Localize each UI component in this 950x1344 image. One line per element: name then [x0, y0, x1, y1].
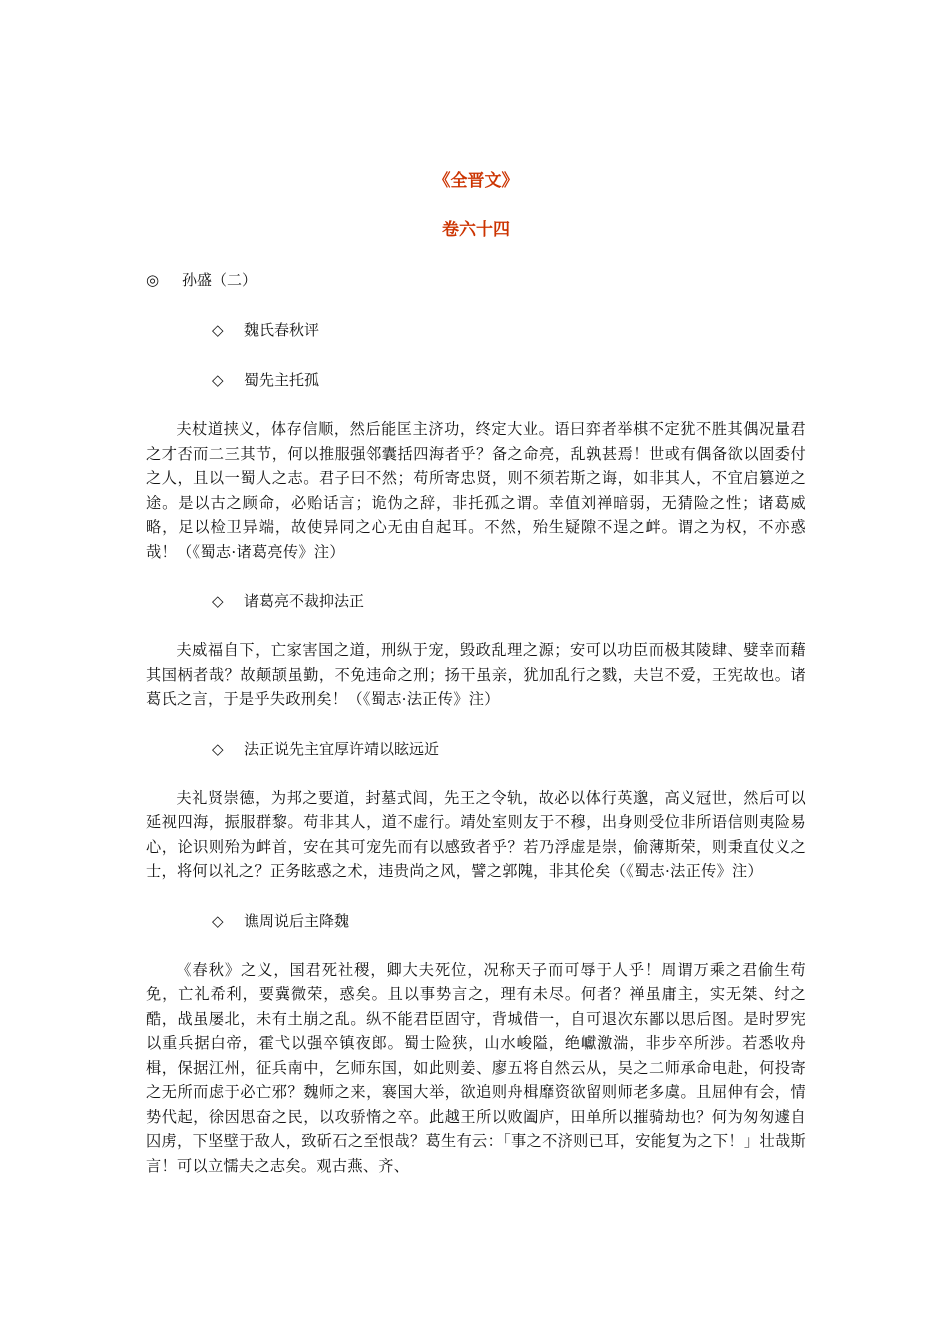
document-page: [146, 168, 806, 1202]
volume-title: 卷六十四: [442, 220, 510, 240]
entry-heading: [212, 317, 806, 343]
entry-heading: [212, 908, 806, 934]
entry-heading-label: 谯周说后主降魏: [244, 911, 350, 930]
entry-heading: [212, 736, 806, 762]
entry-heading-label: 法正说先主宜厚许靖以眩远近: [244, 739, 440, 758]
diamond-icon: ◇: [212, 739, 224, 758]
author-section-label: 孙盛（二）: [182, 271, 258, 289]
book-title: 《全晋文》: [433, 171, 519, 191]
diamond-icon: ◇: [212, 321, 224, 339]
entry-paragraph: 夫礼贤崇德，为邦之要道，封墓式闾，先王之令轨，故必以体行英邈，高义冠世，然后可以延视四海，振服群黎。苟非其人，道不虚行。靖处室则友于不穆，出身则受位非所语信则夷险易心，论识则殆为衅首，安在其可宠先而有以感致者乎？若乃浮虚是崇，偷薄斯荣，则秉直仗义之士，将何以礼之？正务眩惑之术，违贵尚之风，譬之郭隗，非其伦矣（《蜀志·法正传》注）: [146, 788, 806, 880]
diamond-icon: ◇: [212, 592, 224, 610]
entry-heading-label: 魏氏春秋评: [244, 321, 320, 339]
entry-paragraph: 夫威福自下，亡家害国之道，刑纵于宠，毁政乱理之源；安可以功臣而极其陵肆、嬖幸而藉其国柄者哉？故颠颉虽勤，不免违命之刑；扬干虽亲，犹加乱行之戮，夫岂不爱，王宪故也。诸葛氏之言，于是乎失政刑矣！（《蜀志·法正传》注）: [146, 641, 806, 708]
diamond-icon: ◇: [212, 911, 224, 930]
diamond-icon: ◇: [212, 371, 224, 389]
entry-paragraph: 《春秋》之义，国君死社稷，卿大夫死位，况称天子而可辱于人乎！周谓万乘之君偷生苟免，亡礼希利，要冀微荣，惑矣。且以事势言之，理有未尽。何者？禅虽庸主，实无桀、纣之酷，战虽屡北，未有土崩之乱。纵不能君臣固守，背城借一，自可退次东鄙以思后图。是时罗宪以重兵据白帝，霍弋以强卒镇夜郎。蜀士险狭，山水峻隘，绝巘激湍，非步卒所涉。若悉收舟楫，保据江州，征兵南中，乞师东国，如此则姜、廖五将自然云从，吴之二师承命电赴，何投寄之无所而虑于必亡邪？魏师之来，褰国大举，欲追则舟楫靡资欲留则师老多虞。且屈伸有会，情势代起，徐因思奋之民，以攻骄惰之卒。此越王所以败阖庐，田单所以摧骑劫也？何为匆匆遽自囚虏，下坚壁于敌人，致斫石之至恨哉？葛生有云：「事之不济则已耳，安能复为之下！」壮哉斯言！可以立懦夫之志矣。观古燕、齐、: [146, 960, 806, 1175]
entry-paragraph: 夫杖道挟义，体存信顺，然后能匡主济功，终定大业。语曰弈者举棋不定犹不胜其偶况量君之才否而二三其节，何以推服强邻囊括四海者乎？备之命亮，乱孰甚焉！世或有偶备欲以固委付之人，且以一蜀人之志。君子曰不然；苟所寄忠贤，则不须若斯之诲，如非其人，不宜启篡逆之途。是以古之顾命，必贻话言；诡伪之辞，非托孤之谓。幸值刘禅暗弱，无猜险之性；诸葛威略，足以检卫异端，故使异同之心无由自起耳。不然，殆生疑隙不逞之衅。谓之为权，不亦惑哉！（《蜀志·诸葛亮传》注）: [146, 420, 806, 561]
double-circle-icon: ◎: [146, 271, 160, 289]
entry-heading-label: 诸葛亮不裁抑法正: [244, 592, 365, 610]
entry-heading-label: 蜀先主托孤: [244, 371, 320, 389]
entry-heading: [212, 588, 806, 614]
author-section-heading: [146, 267, 806, 293]
entry-heading: [212, 367, 806, 393]
